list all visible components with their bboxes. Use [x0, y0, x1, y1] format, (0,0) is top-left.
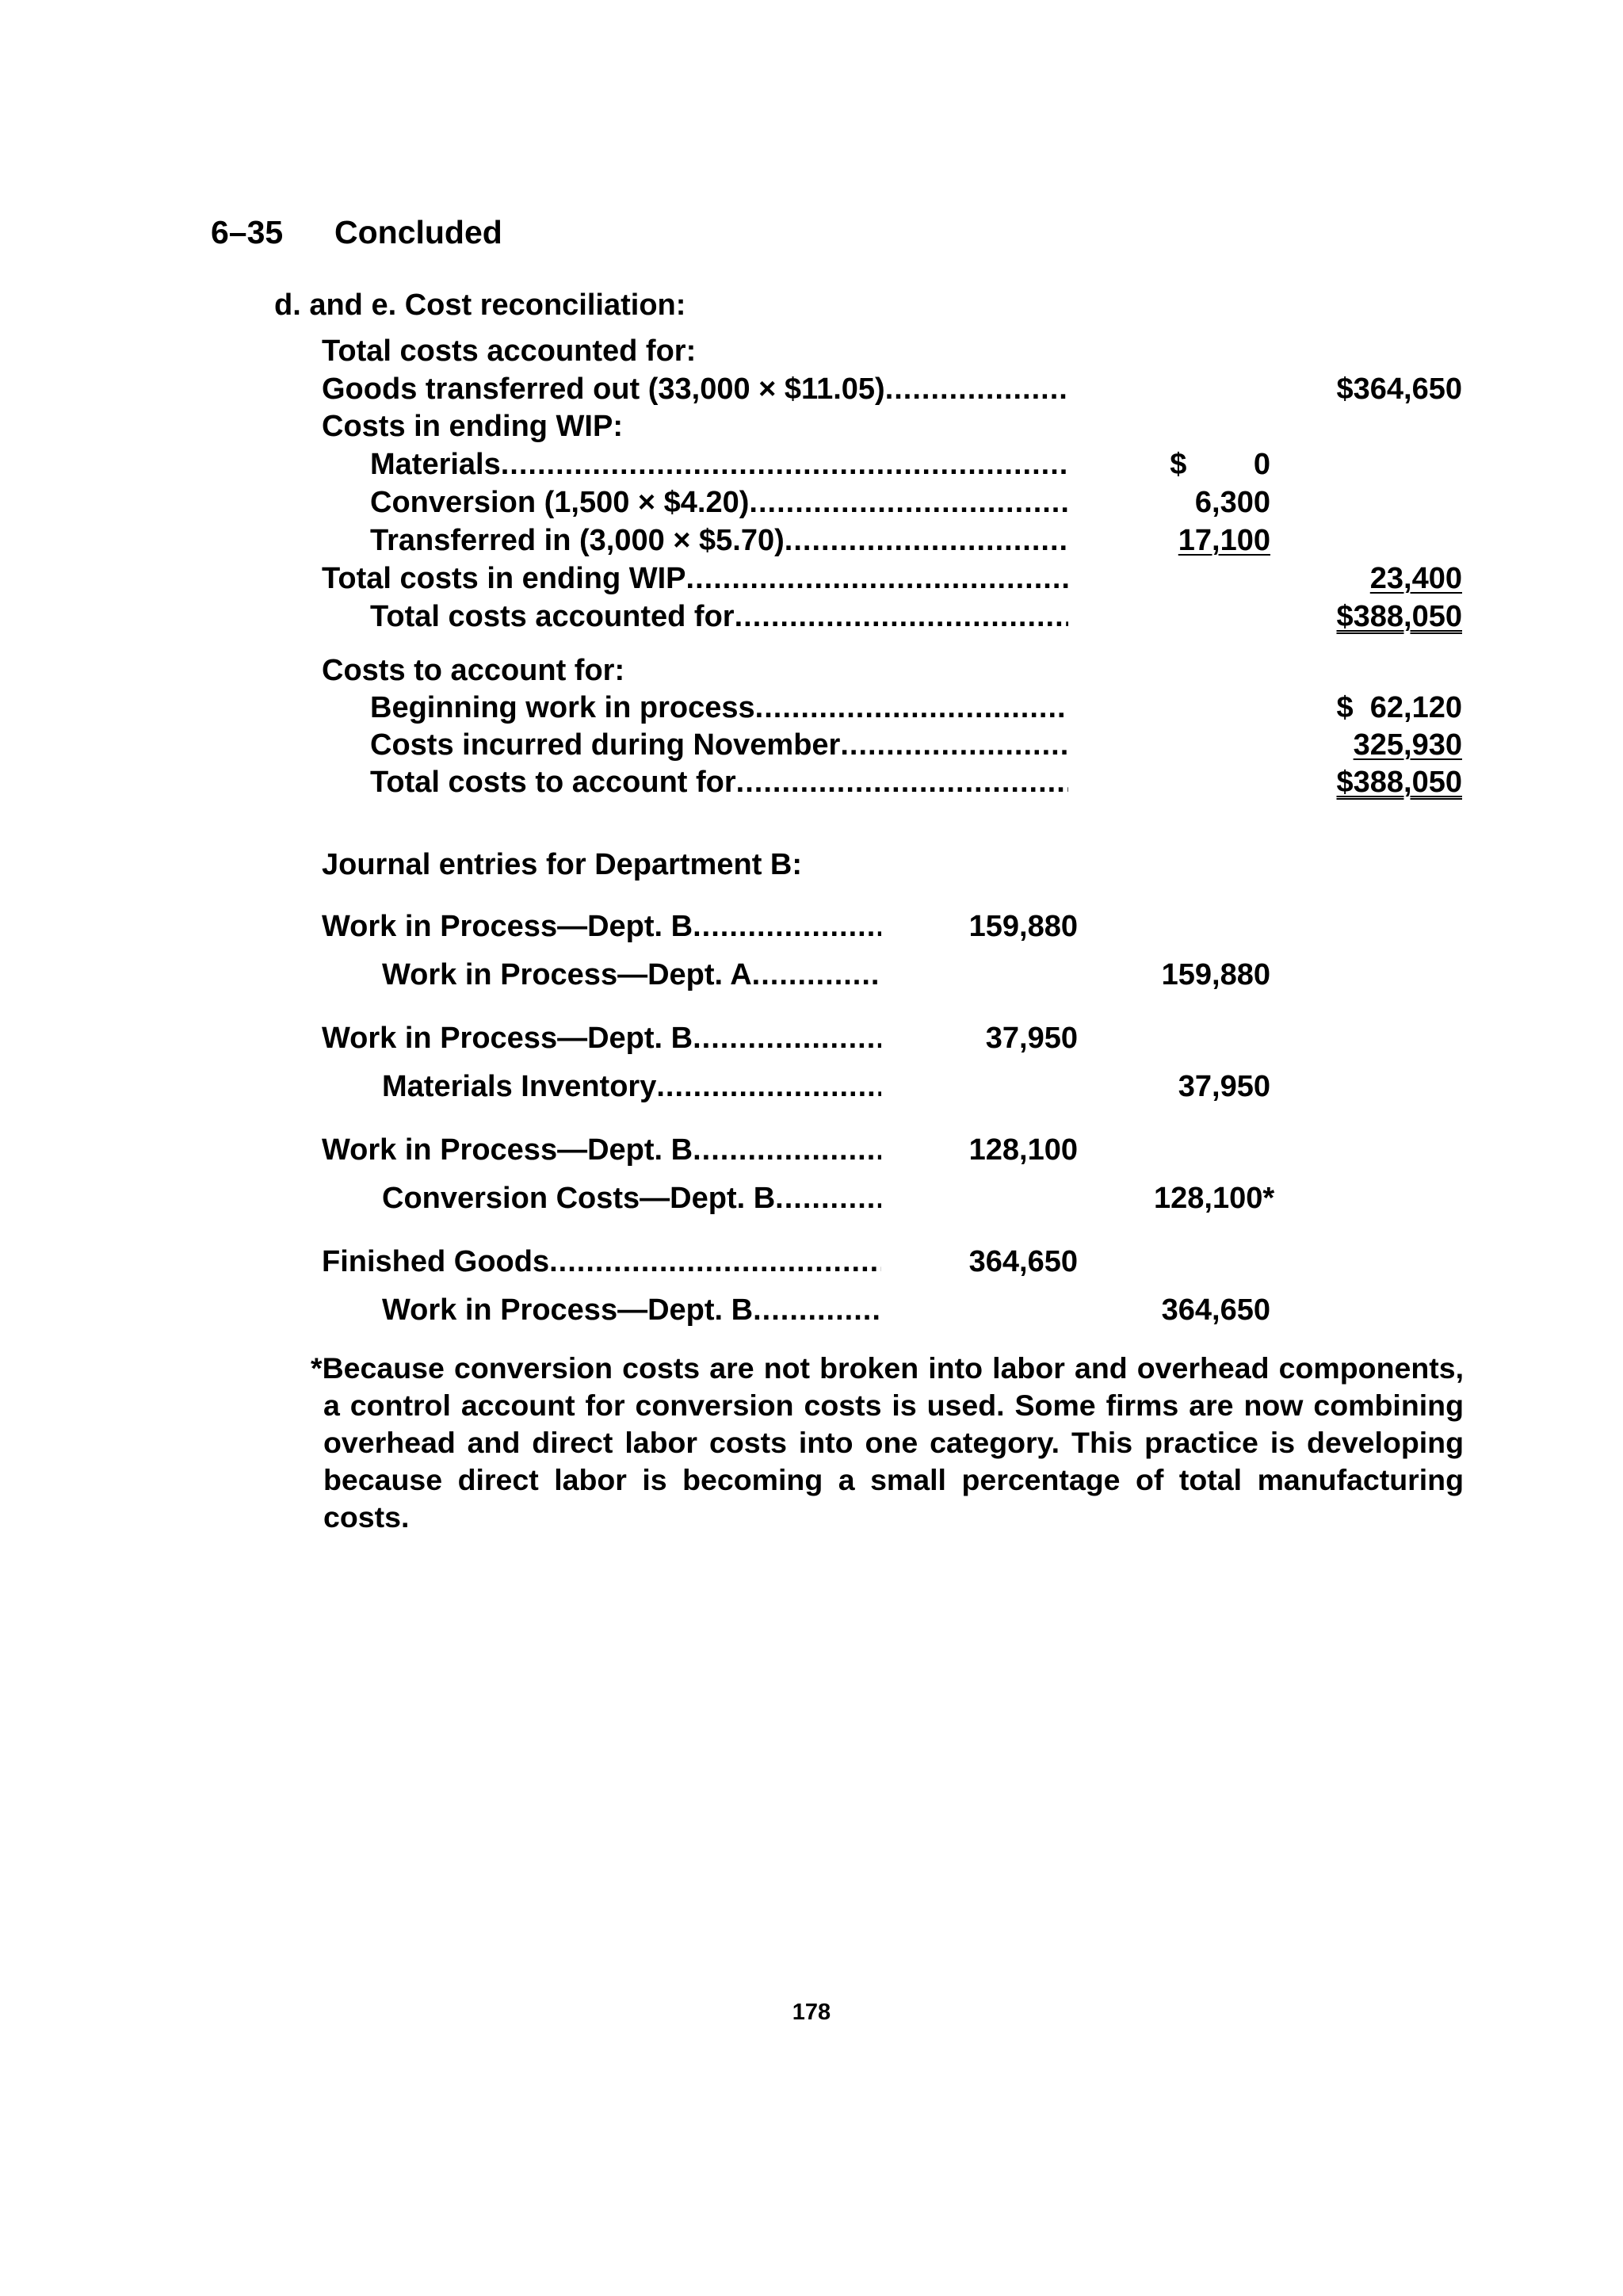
to-account-heading: Costs to account for: — [322, 654, 625, 687]
journal-heading: Journal entries for Department B: — [322, 848, 802, 881]
transferred-in-label: Transferred in (3,000 × $5.70) — [370, 524, 785, 557]
dot-leader — [501, 446, 1068, 483]
goods-transferred-row — [0, 371, 1623, 407]
materials-row — [0, 446, 1623, 483]
dot-leader — [693, 908, 881, 945]
dot-leader — [656, 1068, 881, 1105]
credit-account: Work in Process—Dept. A — [382, 958, 752, 991]
credit-account: Conversion Costs—Dept. B — [382, 1182, 776, 1215]
transferred-in-amount: 17,100 — [1178, 524, 1270, 557]
incurred-label: Costs incurred during November — [370, 728, 841, 762]
dot-leader — [693, 1132, 881, 1168]
journal-credit-row — [0, 957, 1623, 993]
credit-amount: 364,650 — [1161, 1293, 1270, 1327]
transferred-in-row — [0, 522, 1623, 559]
credit-amount: 37,950 — [1178, 1070, 1270, 1103]
goods-transferred-label: Goods transferred out (33,000 × $11.05) — [322, 372, 885, 406]
beginning-wip-row — [0, 690, 1623, 726]
dot-leader — [755, 690, 1068, 726]
credit-amount: 159,880 — [1161, 958, 1270, 991]
journal-credit-row — [0, 1292, 1623, 1328]
conversion-row — [0, 484, 1623, 521]
page-number: 178 — [792, 2000, 831, 2025]
dot-leader — [686, 560, 1068, 597]
conversion-amount: 6,300 — [1194, 486, 1270, 519]
incurred-row — [0, 727, 1623, 763]
total-ending-wip-row — [0, 560, 1623, 597]
total-to-account-row — [0, 764, 1623, 800]
credit-amount: 128,100* — [1154, 1182, 1275, 1215]
journal-debit-row — [0, 1132, 1623, 1168]
journal-debit-row — [0, 1020, 1623, 1056]
debit-amount: 159,880 — [968, 910, 1078, 943]
debit-account: Work in Process—Dept. B — [322, 910, 693, 943]
credit-account: Work in Process—Dept. B — [382, 1293, 754, 1327]
journal-debit-row — [0, 908, 1623, 945]
total-accounted-label: Total costs accounted for — [370, 600, 735, 633]
beginning-wip-label: Beginning work in process — [370, 691, 755, 724]
dot-leader — [885, 371, 1068, 407]
journal-debit-row — [0, 1244, 1623, 1280]
page-title: Concluded — [334, 214, 502, 250]
materials-label: Materials — [370, 448, 501, 481]
dot-leader — [775, 1180, 881, 1217]
debit-account: Work in Process—Dept. B — [322, 1133, 693, 1167]
total-ending-wip-amount: 23,400 — [1369, 562, 1462, 595]
total-to-account-label: Total costs to account for — [370, 766, 736, 799]
dot-leader — [753, 1292, 881, 1328]
dot-leader — [752, 957, 881, 993]
dot-leader — [749, 484, 1068, 521]
conversion-label: Conversion (1,500 × $4.20) — [370, 486, 750, 519]
section-label: d. and e. Cost reconciliation: — [274, 288, 686, 322]
materials-amount: $ 0 — [1170, 448, 1270, 481]
journal-credit-row — [0, 1068, 1623, 1105]
accounted-heading: Total costs accounted for: — [322, 334, 697, 368]
debit-amount: 37,950 — [985, 1022, 1078, 1055]
dot-leader — [840, 727, 1068, 763]
total-accounted-amount: $388,050 — [1336, 600, 1462, 633]
total-to-account-amount: $388,050 — [1336, 766, 1462, 799]
debit-amount: 128,100 — [968, 1133, 1078, 1167]
ending-wip-heading: Costs in ending WIP: — [322, 410, 623, 443]
total-ending-wip-label: Total costs in ending WIP — [322, 562, 686, 595]
problem-number: 6–35 — [211, 214, 284, 250]
goods-transferred-amount: $364,650 — [1336, 372, 1462, 406]
footnote-text: *Because conversion costs are not broken into labor and overhead components, a control account for conversion costs is used. Some firms are now combining overhead and direct labor costs into one category. This practice is developing because direct labor is becoming a small percentage of total manufacturing costs. — [311, 1351, 1464, 1534]
dot-leader — [735, 598, 1068, 635]
dot-leader — [549, 1244, 881, 1280]
beginning-wip-amount: $ 62,120 — [1336, 691, 1462, 724]
debit-account: Finished Goods — [322, 1245, 550, 1278]
dot-leader — [736, 764, 1068, 800]
footnote — [311, 1350, 1464, 1536]
debit-amount: 364,650 — [968, 1245, 1078, 1278]
dot-leader — [785, 522, 1068, 559]
total-accounted-row — [0, 598, 1623, 635]
debit-account: Work in Process—Dept. B — [322, 1022, 693, 1055]
dot-leader — [693, 1020, 881, 1056]
incurred-amount: 325,930 — [1353, 728, 1462, 762]
credit-account: Materials Inventory — [382, 1070, 657, 1103]
journal-credit-row — [0, 1180, 1623, 1217]
